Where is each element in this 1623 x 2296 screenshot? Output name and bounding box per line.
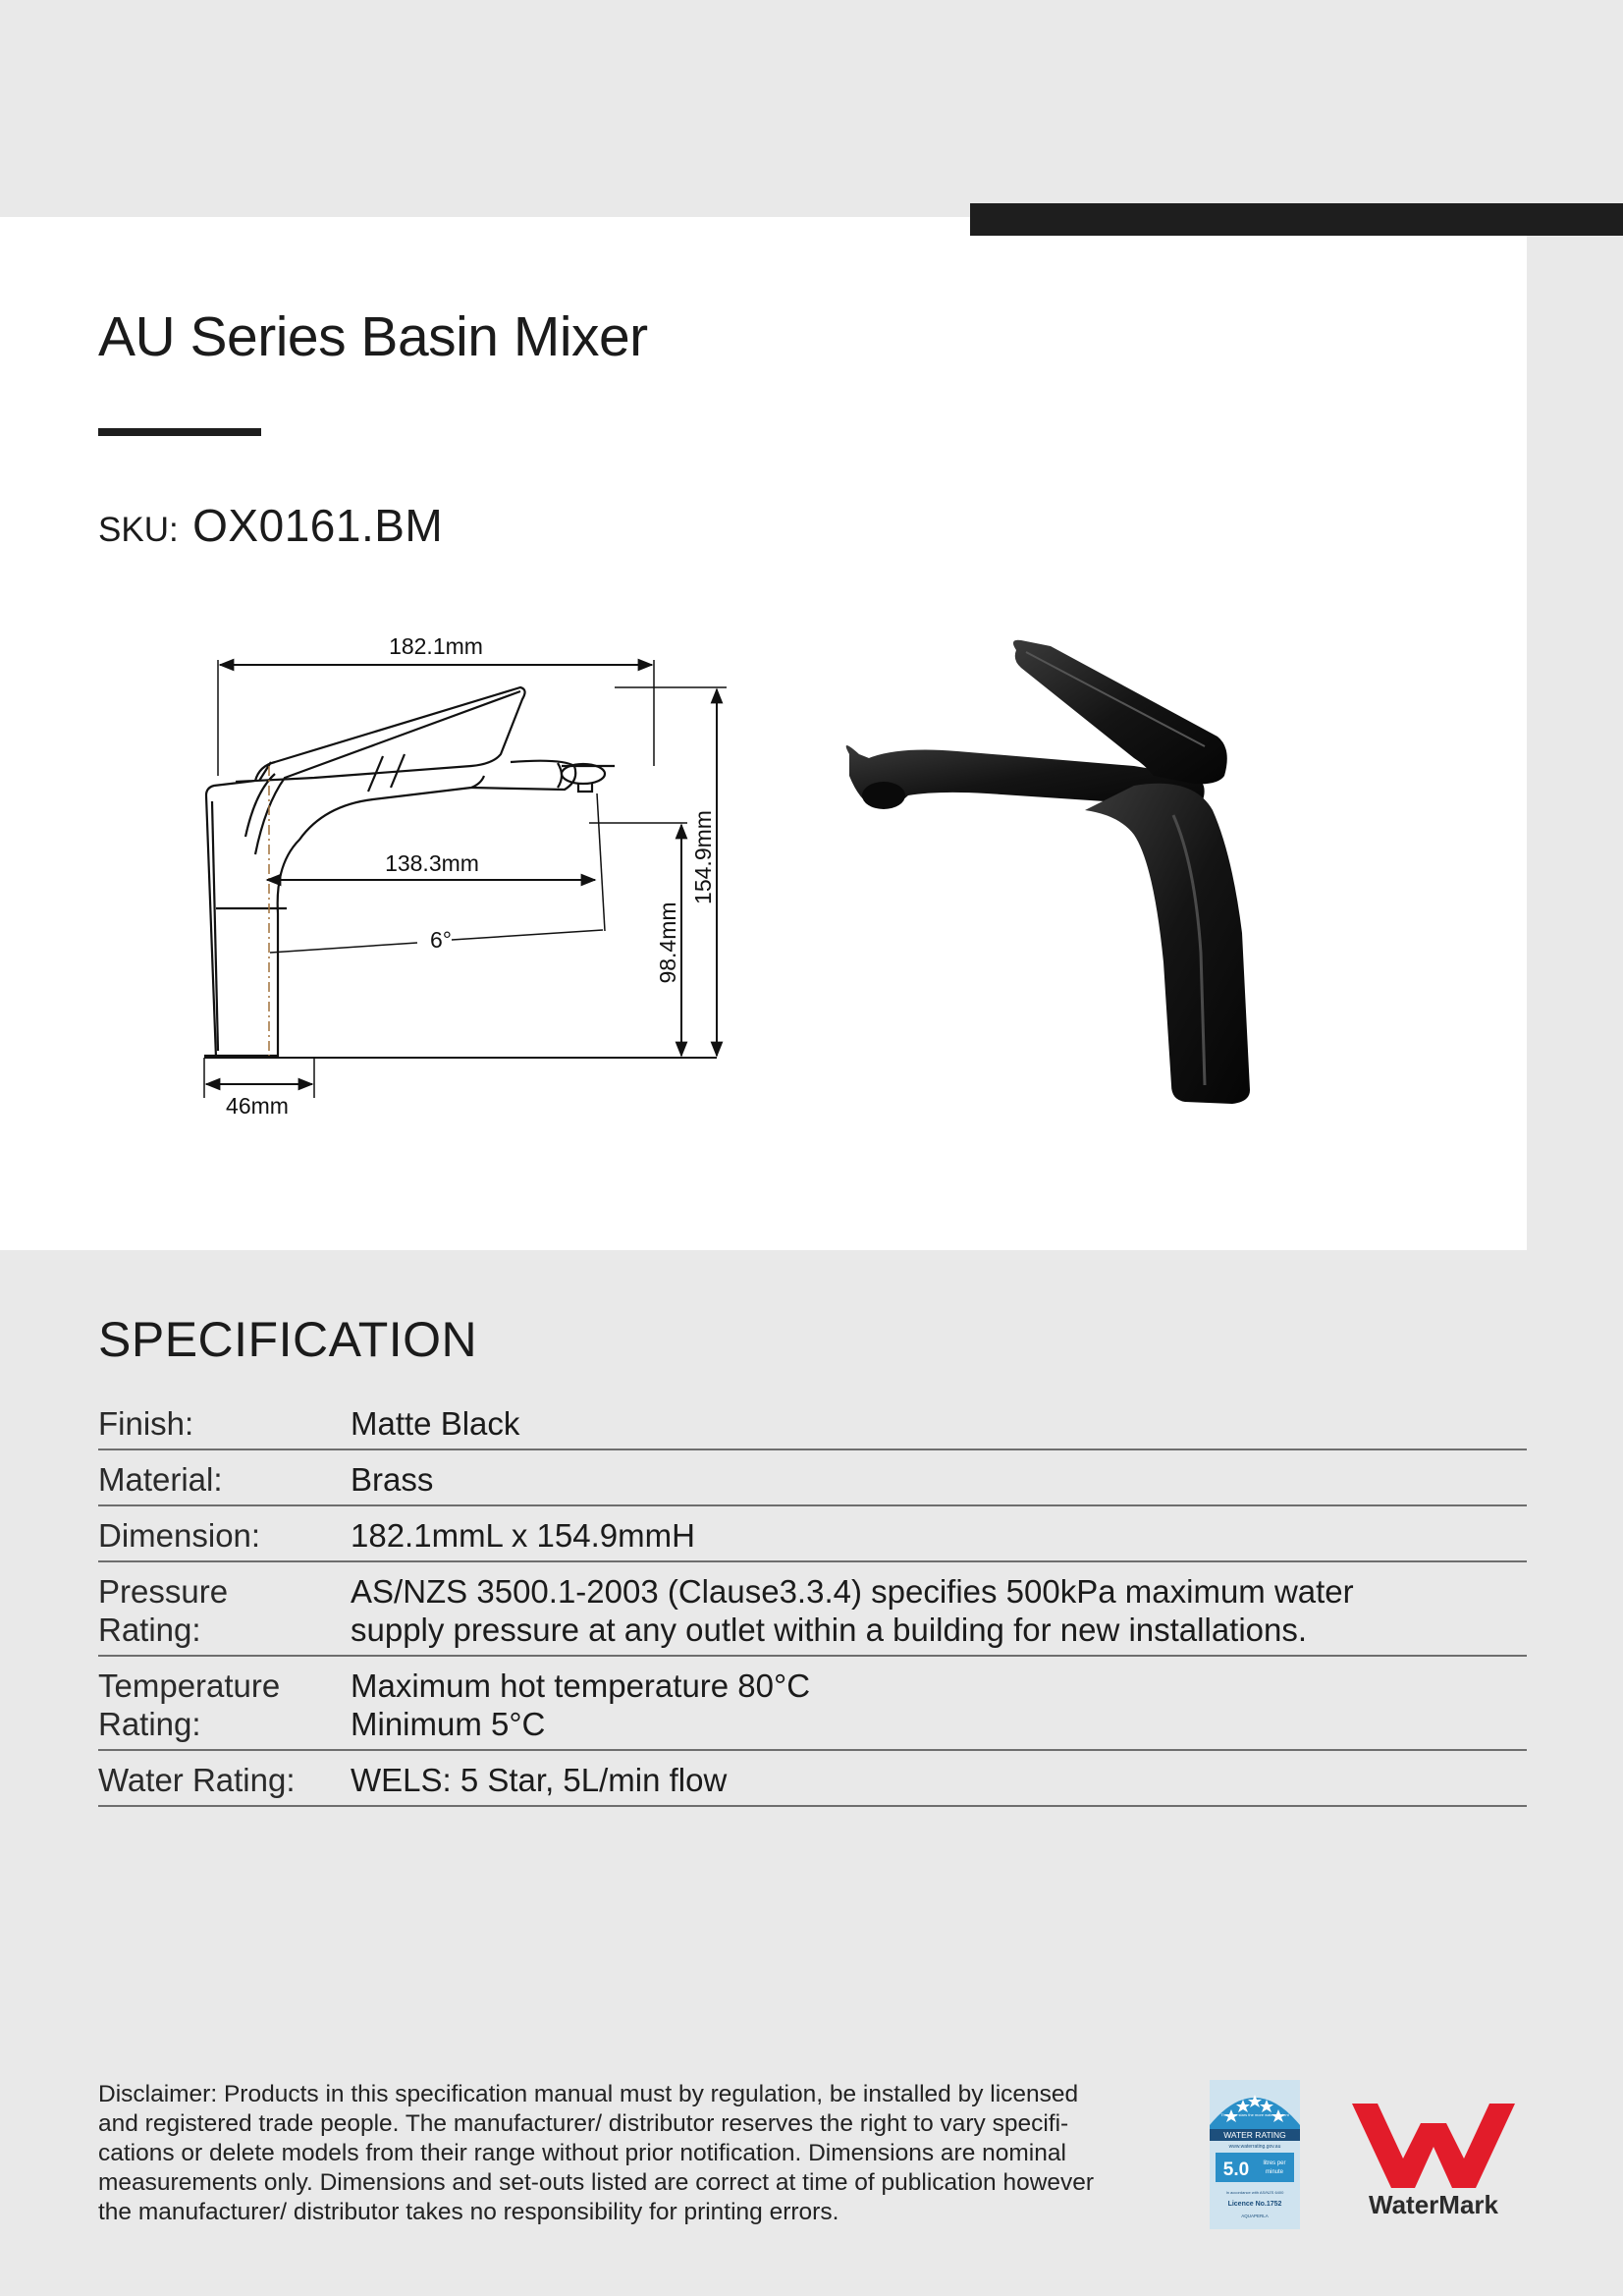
disclaimer-line: the manufacturer/ distributor takes no responsibility for printing errors.: [98, 2199, 839, 2225]
dim-total-height-label: 154.9mm: [690, 810, 716, 904]
watermark-logo: [1350, 2102, 1517, 2219]
sku-line: [98, 499, 443, 552]
disclaimer-line: measurements only. Dimensions and set-outs listed are correct at time of publication however: [98, 2169, 1095, 2196]
dim-angle-label: 6°: [430, 927, 452, 953]
spec-value: 182.1mmL x 154.9mmH: [351, 1505, 1527, 1561]
wels-licence: Licence No.1752: [1227, 2201, 1282, 2208]
spec-label-line: Rating:: [98, 1612, 201, 1648]
spec-value: Matte Black: [351, 1394, 1527, 1449]
wels-unit: litres per: [1263, 2160, 1286, 2166]
spec-value: [351, 1561, 1527, 1656]
spec-row-material: [98, 1449, 1527, 1505]
wels-unit: minute: [1265, 2169, 1284, 2175]
wels-rating-label: [1210, 2080, 1300, 2229]
dim-length-label: 182.1mm: [389, 633, 483, 659]
spec-label: Dimension:: [98, 1505, 351, 1561]
sku-value: OX0161.BM: [192, 500, 444, 551]
spec-row-finish: [98, 1394, 1527, 1449]
spec-label-line: Pressure: [98, 1573, 229, 1610]
wels-header: The more stars the more water efficient: [1220, 2112, 1289, 2117]
spec-label-line: Rating:: [98, 1706, 201, 1742]
spec-label: [98, 1561, 351, 1656]
wels-url: www.waterrating.gov.au: [1228, 2144, 1281, 2150]
wels-model: AQUAPERLA: [1241, 2214, 1269, 2218]
product-title: AU Series Basin Mixer: [98, 305, 648, 368]
wels-standard: In accordance with AS/NZS 6400: [1225, 2190, 1284, 2195]
wels-value: 5.0: [1222, 2159, 1250, 2180]
spec-row-dimension: [98, 1505, 1527, 1561]
disclaimer-line: cations or delete models from their range without prior notification. Dimensions are nominal: [98, 2140, 1066, 2166]
disclaimer: [98, 2080, 1168, 2227]
spec-label: Water Rating:: [98, 1750, 351, 1806]
technical-drawing: [177, 619, 746, 1129]
spec-label: Material:: [98, 1449, 351, 1505]
spec-value: WELS: 5 Star, 5L/min flow: [351, 1750, 1527, 1806]
header-accent-bar: [970, 203, 1623, 236]
dim-base-label: 46mm: [226, 1093, 289, 1119]
dim-spout-height-label: 98.4mm: [655, 902, 680, 984]
watermark-text: WaterMark: [1369, 2190, 1498, 2219]
specification-heading: SPECIFICATION: [98, 1312, 478, 1367]
specification-table: [98, 1394, 1527, 1807]
sku-label: SKU:: [98, 511, 179, 549]
spec-row-water-rating: [98, 1750, 1527, 1806]
spec-value-line: AS/NZS 3500.1-2003 (Clause3.3.4) specifies 500kPa maximum water: [351, 1573, 1354, 1610]
spec-label-line: Temperature: [98, 1667, 281, 1704]
disclaimer-line: Disclaimer: Products in this specification manual must by regulation, be installed by licensed: [98, 2081, 1079, 2107]
spec-label: Finish:: [98, 1394, 351, 1449]
spec-value-line: supply pressure at any outlet within a building for new installations.: [351, 1612, 1308, 1648]
title-underline: [98, 428, 261, 436]
spec-value-line: Maximum hot temperature 80°C: [351, 1667, 811, 1704]
spec-value-line: Minimum 5°C: [351, 1706, 546, 1742]
watermark-w-icon: [1352, 2104, 1515, 2188]
spec-row-pressure: [98, 1561, 1527, 1656]
spec-value: Brass: [351, 1449, 1527, 1505]
disclaimer-line: and registered trade people. The manufacturer/ distributor reserves the right to vary specifi-: [98, 2110, 1069, 2137]
product-photo: [839, 638, 1409, 1110]
spec-value: [351, 1656, 1527, 1750]
dim-reach-label: 138.3mm: [385, 850, 479, 876]
wels-title: WATER RATING: [1223, 2130, 1286, 2140]
spec-label: [98, 1656, 351, 1750]
spec-row-temperature: [98, 1656, 1527, 1750]
